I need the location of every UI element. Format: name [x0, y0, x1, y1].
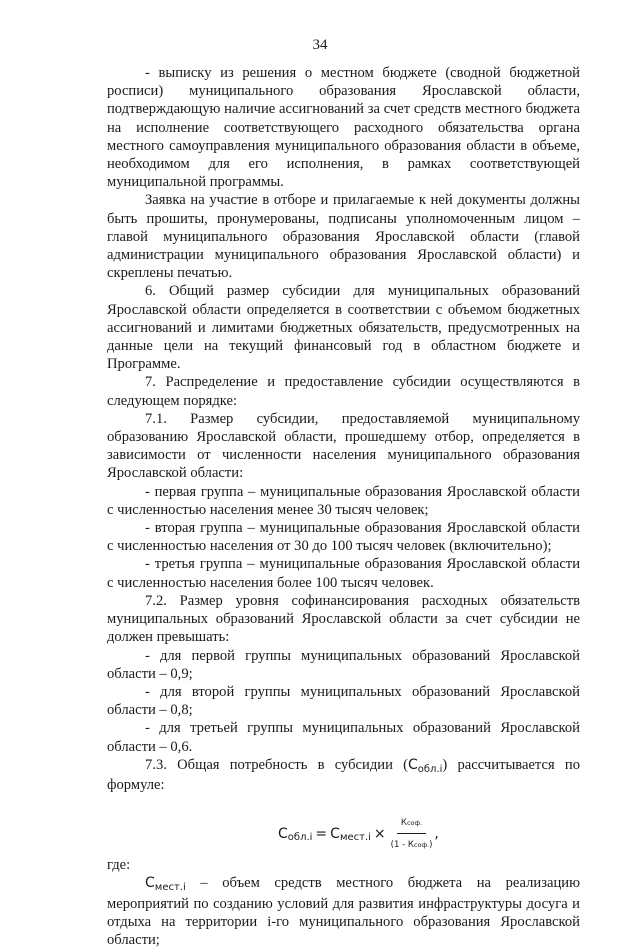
list-item-group-2: - вторая группа – муниципальные образования Ярославской области с численностью населения от 30 до 100 тысяч человек (включительно);: [107, 520, 580, 555]
formula-tail: ,: [434, 826, 439, 843]
paragraph-7-1-subsidy-by-population: 7.1. Размер субсидии, предоставляемой муниципальному образованию Ярославской области, прошедшему отбор, определяется в зависимости от численности населения муниципального образования Ярославской области:: [107, 410, 580, 482]
paragraph-7-2-cofinancing-level: 7.2. Размер уровня софинансирования расходных обязательств муниципальных образований Ярославской области за счет субсидии не должен превышать:: [107, 592, 580, 646]
paragraph-6-subsidy-size: 6. Общий размер субсидии для муниципальных образований Ярославской области определяется в соответствии с объемом бюджетных ассигнований и лимитами бюджетных обязательств, предусмотренных на данные цели на текущий финансовый год в областном бюджете и Программе.: [107, 283, 580, 373]
list-item-cofinancing-group-1: - для первой группы муниципальных образований Ярославской области – 0,9;: [107, 647, 580, 682]
document-body: [107, 64, 580, 949]
formula-num-symbol: К: [400, 818, 407, 829]
def1-text: – объем средств местного бюджета на реализацию мероприятий по созданию условий для развития инфраструктуры досуга и отдыха на территории i-го муниципального образования Ярославской области;: [107, 875, 580, 948]
formula-den-suffix: ): [429, 840, 433, 851]
formula-fraction: [391, 814, 433, 854]
formula-expression: [278, 814, 439, 854]
list-item-group-3: - третья группа – муниципальные образования Ярославской области с численностью населения более 100 тысяч человек.: [107, 556, 580, 591]
p73-symbol: С: [407, 756, 418, 773]
def1-subscript: мест.i: [154, 882, 186, 894]
def1-symbol: С: [145, 875, 155, 892]
paragraph-7-distribution: 7. Распределение и предоставление субсидии осуществляются в следующем порядке:: [107, 374, 580, 409]
list-item-cofinancing-group-2: - для второй группы муниципальных образований Ярославской области – 0,8;: [107, 683, 580, 719]
formula-lhs-subscript: обл.i: [287, 832, 313, 844]
list-item-cofinancing-group-3: - для третьей группы муниципальных образований Ярославской области – 0,6.: [107, 720, 580, 755]
formula-rhs: С: [330, 826, 340, 843]
list-item-group-1: - первая группа – муниципальные образования Ярославской области с численностью населения менее 30 тысяч человек;: [107, 483, 580, 518]
formula-num-subscript: соф.: [406, 819, 423, 828]
paragraph-application-requirements: Заявка на участие в отборе и прилагаемые к ней документы должны быть прошиты, пронумерованы, подписаны уполномоченным лицом – главой муниципального образования Ярославской области (главой администрации муниципального образования Ярославской области) и скреплены печатью.: [107, 192, 580, 282]
formula-den-prefix: (1 - К: [390, 840, 414, 851]
formula-den-subscript: соф.: [413, 841, 430, 850]
paragraph-budget-extract: - выписку из решения о местном бюджете (сводной бюджетной росписи) муниципального образования Ярославской области, подтверждающую наличие ассигнований за счет средств местного бюджета на исполнение соответствующего расходного обязательства органа местного самоуправления муниципального образования области в объеме, необходимом для его исполнения, в рамках соответствующей муниципальной программы.: [107, 65, 580, 191]
formula-lhs: С: [278, 826, 288, 843]
formula-numerator: [397, 814, 426, 834]
formula-equals: =: [315, 826, 328, 843]
p73-text-before: 7.3. Общая потребность в субсидии (: [145, 756, 408, 773]
p73-subscript: обл.i: [417, 763, 443, 775]
paragraph-7-3-total-need: [107, 756, 580, 794]
definition-c-mest: [107, 874, 580, 949]
formula-times: ×: [373, 826, 386, 843]
page-number: 34: [312, 37, 328, 53]
p73-text-after: ) рассчитывается по формуле:: [107, 756, 580, 793]
formula-rhs-subscript: мест.i: [339, 832, 371, 844]
formula-block: [107, 800, 580, 856]
formula-denominator: [391, 834, 433, 854]
where-label: где:: [107, 857, 131, 874]
